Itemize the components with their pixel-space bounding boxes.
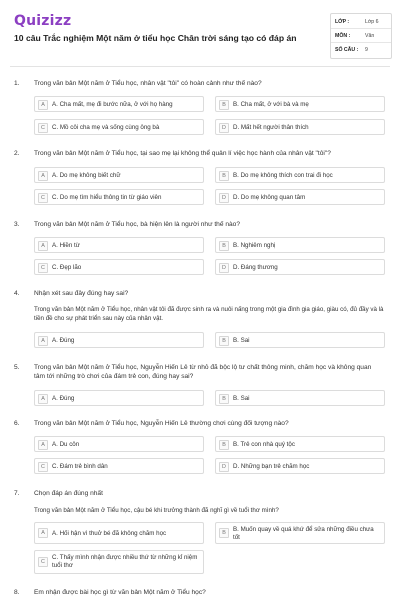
- option-letter: C: [38, 557, 48, 567]
- question-statement: Trong văn bản Một năm ở Tiểu học, cậu bé khi trưởng thành đã nghĩ gì về tuổi thơ mình?: [34, 507, 279, 514]
- option-text: C. Đẹp lão: [52, 264, 82, 271]
- answer-option[interactable]: [215, 332, 385, 348]
- option-text: D. Đáng thương: [233, 264, 278, 271]
- option-letter: B: [219, 440, 229, 450]
- question-text: Trong văn bản Một năm ở Tiểu học, Nguyễn Hiến Lê từ nhỏ đã bộc lộ tư chất thông minh, chăm học và không quan tâm tới những trò chơi của đám trẻ con, đúng hay sai?: [34, 364, 372, 380]
- question-number: 4.: [14, 290, 20, 297]
- meta-row-subject: [335, 29, 387, 42]
- option-text: D. Những bạn trẻ chăm học: [233, 463, 310, 470]
- option-letter: A: [38, 171, 48, 181]
- option-letter: C: [38, 123, 48, 133]
- option-letter: D: [219, 263, 229, 273]
- option-letter: C: [38, 193, 48, 203]
- question-text: Trong văn bản Một năm ở Tiểu học, tại sao mẹ lại không thể quản lí việc học hành của nhân vật "tôi"?: [34, 150, 331, 157]
- option-letter: D: [219, 193, 229, 203]
- answer-option[interactable]: [215, 237, 385, 253]
- worksheet-title: 10 câu Trắc nghiệm Một năm ở tiểu học Chân trời sáng tạo có đáp án: [14, 33, 297, 43]
- option-text: A. Hối hận vì thuở bé đã không chăm học: [52, 530, 167, 537]
- answer-option[interactable]: [34, 96, 204, 112]
- option-text: B. Do mẹ không thích con trai đi học: [233, 172, 333, 179]
- option-letter: C: [38, 263, 48, 273]
- option-letter: D: [219, 123, 229, 133]
- answer-option[interactable]: [34, 119, 204, 135]
- option-letter: A: [38, 528, 48, 538]
- answer-option[interactable]: [215, 96, 385, 112]
- meta-row-grade: [335, 15, 387, 28]
- answer-option[interactable]: [34, 390, 204, 406]
- option-letter: D: [219, 462, 229, 472]
- option-letter: A: [38, 336, 48, 346]
- answer-option[interactable]: [34, 189, 204, 205]
- option-text: A. Đúng: [52, 337, 75, 344]
- option-text: A. Hiền từ: [52, 242, 80, 249]
- question-text: Trong văn bản Một năm ở Tiểu học, Nguyễn Hiến Lê thường chơi cùng đối tượng nào?: [34, 420, 289, 427]
- option-text: C. Thấy mình nhận được nhiều thứ từ những kỉ niệm tuổi thơ: [52, 554, 198, 569]
- option-letter: B: [219, 241, 229, 251]
- header-divider: [10, 66, 390, 67]
- question-number: 3.: [14, 221, 20, 228]
- answer-option[interactable]: [34, 167, 204, 183]
- worksheet-header: [0, 0, 400, 70]
- question-number: 8.: [14, 589, 20, 596]
- question-text: Chọn đáp án đúng nhất: [34, 490, 103, 497]
- answer-option[interactable]: [34, 237, 204, 253]
- question-text: Em nhận được bài học gì từ văn bản Một năm ở Tiểu học?: [34, 589, 206, 596]
- answer-option[interactable]: [34, 332, 204, 348]
- option-text: C. Đám trẻ bình dân: [52, 463, 108, 470]
- answer-option[interactable]: [34, 259, 204, 275]
- answer-option[interactable]: [34, 550, 204, 574]
- question-number: 2.: [14, 150, 20, 157]
- option-letter: A: [38, 241, 48, 251]
- option-letter: A: [38, 100, 48, 110]
- answer-option[interactable]: [34, 522, 204, 544]
- question-number: 7.: [14, 490, 20, 497]
- option-text: B. Sai: [233, 337, 250, 344]
- question-statement: Trong văn bản Một năm ở Tiểu học, nhân vật tôi đã được sinh ra và nuôi nấng trong một gia đình gia giáo, giàu có, đủ đầy và là tiền đề cho sự phát triển sau này của nhân vật.: [34, 306, 384, 322]
- option-text: A. Đúng: [52, 395, 75, 402]
- meta-key: SỐ CÂU :: [335, 46, 359, 53]
- question-number: 5.: [14, 364, 20, 371]
- meta-value: Văn: [365, 32, 375, 39]
- option-text: B. Nghiêm nghị: [233, 242, 276, 249]
- option-letter: B: [219, 528, 229, 538]
- option-letter: B: [219, 394, 229, 404]
- option-text: A. Do mẹ không biết chữ: [52, 172, 121, 179]
- answer-option[interactable]: [34, 458, 204, 474]
- question-number: 1.: [14, 80, 20, 87]
- option-text: D. Do mẹ không quan tâm: [233, 194, 306, 201]
- option-letter: B: [219, 171, 229, 181]
- option-letter: C: [38, 462, 48, 472]
- option-letter: B: [219, 336, 229, 346]
- option-text: B. Trẻ con nhà quý tộc: [233, 441, 295, 448]
- option-text: D. Mất hết người thân thích: [233, 124, 309, 131]
- meta-key: MÔN :: [335, 32, 351, 39]
- option-text: B. Sai: [233, 395, 250, 402]
- answer-option[interactable]: [34, 436, 204, 452]
- option-letter: B: [219, 100, 229, 110]
- meta-key: LỚP :: [335, 18, 350, 25]
- answer-option[interactable]: [215, 167, 385, 183]
- answer-option[interactable]: [215, 259, 385, 275]
- worksheet-meta-box: [330, 13, 392, 59]
- option-text: A. Du côn: [52, 441, 80, 448]
- meta-row-count: [335, 43, 387, 56]
- answer-option[interactable]: [215, 458, 385, 474]
- meta-value: 9: [365, 46, 368, 53]
- option-text: C. Do mẹ tìm hiểu thông tin từ giáo viên: [52, 194, 162, 201]
- answer-option[interactable]: [215, 522, 385, 544]
- question-text: Nhận xét sau đây đúng hay sai?: [34, 290, 129, 297]
- meta-value: Lớp 6: [365, 18, 379, 25]
- option-letter: A: [38, 394, 48, 404]
- answer-option[interactable]: [215, 436, 385, 452]
- answer-option[interactable]: [215, 189, 385, 205]
- option-text: C. Mồ côi cha mẹ và sống cùng ông bà: [52, 124, 160, 131]
- option-letter: A: [38, 440, 48, 450]
- question-number: 6.: [14, 420, 20, 427]
- option-text: B. Muốn quay về quá khứ để sửa những điều chưa tốt: [233, 526, 374, 541]
- option-text: B. Cha mất, ở với bà và mẹ: [233, 101, 309, 108]
- answer-option[interactable]: [215, 119, 385, 135]
- question-text: Trong văn bản Một năm ở Tiểu học, nhân vật "tôi" có hoàn cảnh như thế nào?: [34, 80, 262, 87]
- quizizz-logo[interactable]: Quizizz: [14, 13, 72, 29]
- option-text: A. Cha mất, mẹ đi bước nữa, ở với họ hàng: [52, 101, 173, 108]
- question-text: Trong văn bản Một năm ở Tiểu học, bà hiện lên là người như thế nào?: [34, 221, 241, 228]
- answer-option[interactable]: [215, 390, 385, 406]
